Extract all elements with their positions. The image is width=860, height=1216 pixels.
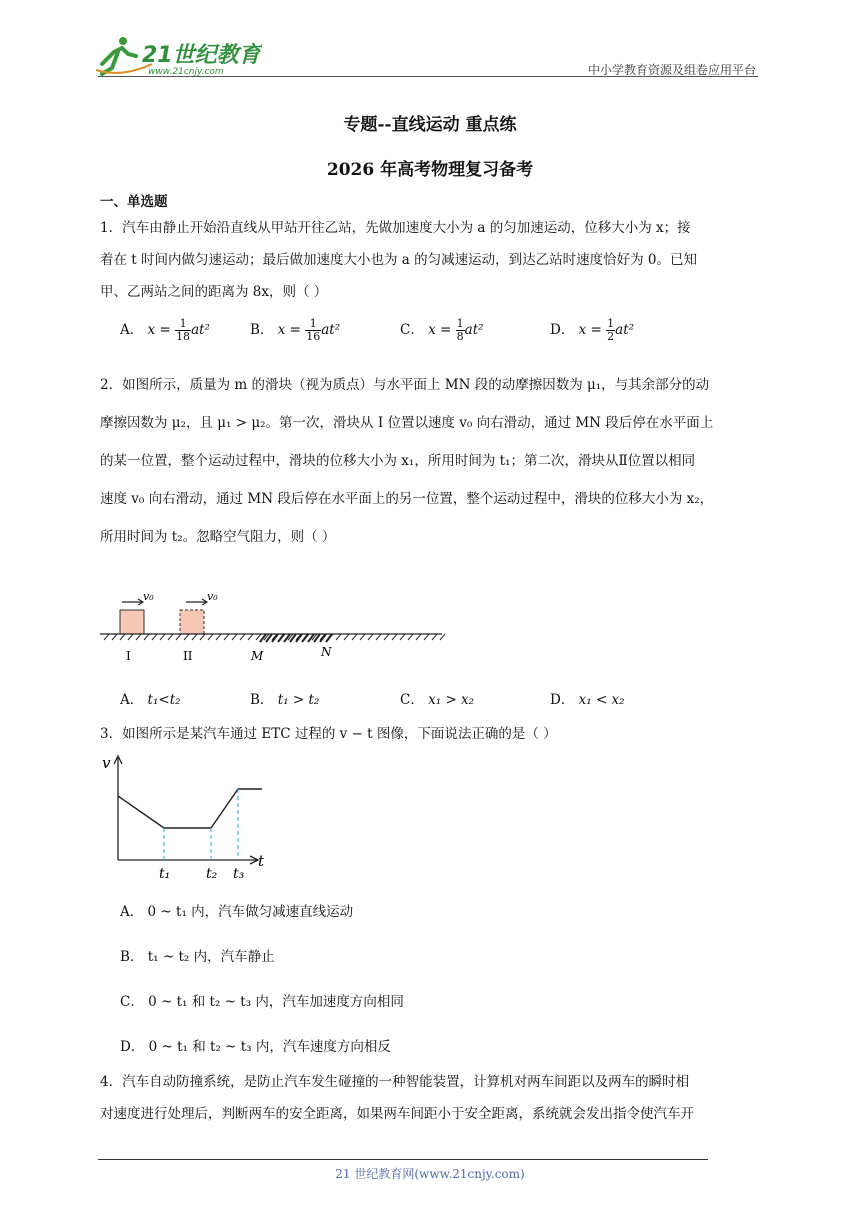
site-logo xyxy=(92,34,262,78)
v-axis-label: v xyxy=(102,754,111,772)
ground-hatch xyxy=(344,634,349,640)
section-heading: 一、单选题 xyxy=(100,194,168,210)
ground-hatch xyxy=(416,634,421,640)
svg-text:21世纪教育: 21世纪教育 xyxy=(142,43,261,68)
q3-option-c[interactable]: C． 0 ~ t₁ 和 t₂ ~ t₃ 内，汽车加速度方向相同 xyxy=(120,994,404,1010)
mn-hatch xyxy=(290,634,296,642)
q3-line: 3．如图所示是某汽车通过 ETC 过程的 v − t 图像，下面说法正确的是（ ） xyxy=(100,726,557,742)
title-topic: 专题--直线运动 重点练 xyxy=(343,115,517,135)
ground-hatch xyxy=(440,634,445,640)
v0-label-1: v₀ xyxy=(143,590,154,603)
mn-hatch xyxy=(272,634,278,642)
ground-hatch xyxy=(392,634,397,640)
q1-option-b[interactable]: B． x = $\frac{1}{16}$ at² xyxy=(250,317,341,343)
q2-option-d[interactable]: D． x₁ < x₂ xyxy=(550,692,625,708)
ground-hatch xyxy=(112,634,117,640)
mn-hatch xyxy=(278,634,284,642)
ground-hatch xyxy=(360,634,365,640)
q1-option-a[interactable]: A． x = $\frac{1}{18}$ at² xyxy=(120,317,210,343)
footer-source: 21 世纪教育网(www.21cnjy.com) xyxy=(335,1167,525,1181)
header-rule xyxy=(98,76,758,77)
mn-hatch xyxy=(326,634,332,642)
ground-hatch xyxy=(352,634,357,640)
ground-hatch xyxy=(232,634,237,640)
q2-option-b[interactable]: B． t₁ > t₂ xyxy=(250,692,320,708)
q2-line: 所用时间为 t₂。忽略空气阻力，则（ ） xyxy=(100,529,336,545)
question-4 xyxy=(100,1066,760,1130)
q2-option-c[interactable]: C． x₁ > x₂ xyxy=(400,692,475,708)
ground-hatch xyxy=(240,634,245,640)
pos-i-label: I xyxy=(126,649,131,663)
ground-hatch xyxy=(408,634,413,640)
question-3 xyxy=(100,718,760,750)
mn-hatch xyxy=(302,634,308,642)
q1-line: 着在 t 时间内做匀速运动；最后做加速度大小也为 a 的匀减速运动，到达乙站时速度恰好为 0。已知 xyxy=(100,252,698,268)
ground-hatch xyxy=(376,634,381,640)
q2-line: 摩擦因数为 μ₂，且 μ₁ > μ₂。第一次，滑块从 I 位置以速度 v₀ 向右滑动，通过 MN 段后停在水平面上 xyxy=(100,415,714,431)
pos-ii-label: II xyxy=(183,649,193,663)
mn-hatch xyxy=(266,634,272,642)
q3-option-d[interactable]: D． 0 ~ t₁ 和 t₂ ~ t₃ 内，汽车速度方向相反 xyxy=(120,1039,391,1055)
ground-hatch xyxy=(432,634,437,640)
title-subject: 2026 年高考物理复习备考 xyxy=(326,160,534,180)
q1-option-c[interactable]: C． x = $\frac{1}{8}$ at² xyxy=(400,317,484,343)
q2-line: 2．如图所示，质量为 m 的滑块（视为质点）与水平面上 MN 段的动摩擦因数为 μ₁，与其余部分的动 xyxy=(100,377,710,393)
ground-hatch xyxy=(368,634,373,640)
ground-hatch xyxy=(384,634,389,640)
q4-line: 4．汽车自动防撞系统，是防止汽车发生碰撞的一种智能装置，计算机对两车间距以及两车的瞬时相 xyxy=(100,1074,690,1090)
svg-text:www.21cnjy.com: www.21cnjy.com xyxy=(148,67,224,77)
footer-rule xyxy=(98,1159,708,1160)
mn-hatch xyxy=(314,634,320,642)
q1-line: 甲、乙两站之间的距离为 8x，则（ ） xyxy=(100,284,328,300)
t3-label: t₃ xyxy=(233,866,245,882)
q2-option-a[interactable]: A． t₁<t₂ xyxy=(120,692,181,708)
v0-label-2: v₀ xyxy=(207,590,218,603)
ground-hatch xyxy=(336,634,341,640)
q3-vt-graph xyxy=(98,752,288,886)
ground-hatch xyxy=(120,634,125,640)
ground-hatch xyxy=(192,634,197,640)
ground-hatch xyxy=(136,634,141,640)
q3-option-b[interactable]: B． t₁ ~ t₂ 内，汽车静止 xyxy=(120,949,275,965)
m-label: M xyxy=(251,649,264,663)
ground-hatch xyxy=(256,634,261,640)
n-label: N xyxy=(321,645,332,659)
vt-curve xyxy=(118,789,262,828)
t-axis-label: t xyxy=(258,852,265,870)
ground-hatch xyxy=(184,634,189,640)
ground-hatch xyxy=(216,634,221,640)
ground-hatch xyxy=(104,634,109,640)
ground-hatch xyxy=(176,634,181,640)
block-ii xyxy=(180,610,204,634)
q3-option-a[interactable]: A． 0 ~ t₁ 内，汽车做匀减速直线运动 xyxy=(120,904,354,920)
q1-line: 1．汽车由静止开始沿直线从甲站开往乙站，先做加速度大小为 a 的匀加速运动，位移大小为 x；接 xyxy=(100,220,691,236)
ground-hatch xyxy=(160,634,165,640)
question-1 xyxy=(100,212,760,308)
ground-hatch xyxy=(128,634,133,640)
q1-option-d[interactable]: D． x = $\frac{1}{2}$ at² xyxy=(550,317,635,343)
question-2 xyxy=(100,366,760,556)
ground-hatch xyxy=(152,634,157,640)
ground-hatch xyxy=(224,634,229,640)
ground-hatch xyxy=(200,634,205,640)
ground-hatch xyxy=(144,634,149,640)
q2-figure xyxy=(98,588,448,666)
t2-label: t₂ xyxy=(206,866,218,882)
q2-line: 速度 v₀ 向右滑动，通过 MN 段后停在水平面上的另一位置，整个运动过程中，滑块的位移大小为 x₂， xyxy=(100,491,714,507)
ground-hatch xyxy=(168,634,173,640)
platform-name: 中小学教育资源及组卷应用平台 xyxy=(587,63,756,77)
ground-hatch xyxy=(400,634,405,640)
block-i xyxy=(120,610,144,634)
mn-hatch xyxy=(320,634,326,642)
mn-hatch xyxy=(296,634,302,642)
q4-line: 对速度进行处理后，判断两车的安全距离，如果两车间距小于安全距离，系统就会发出指令使汽车开 xyxy=(100,1106,694,1122)
t1-label: t₁ xyxy=(159,866,171,882)
ground-hatch xyxy=(424,634,429,640)
ground-hatch xyxy=(208,634,213,640)
ground-hatch xyxy=(248,634,253,640)
q2-line: 的某一位置，整个运动过程中，滑块的位移大小为 x₁，所用时间为 t₁；第二次，滑块从Ⅱ位置以相同 xyxy=(100,453,696,469)
